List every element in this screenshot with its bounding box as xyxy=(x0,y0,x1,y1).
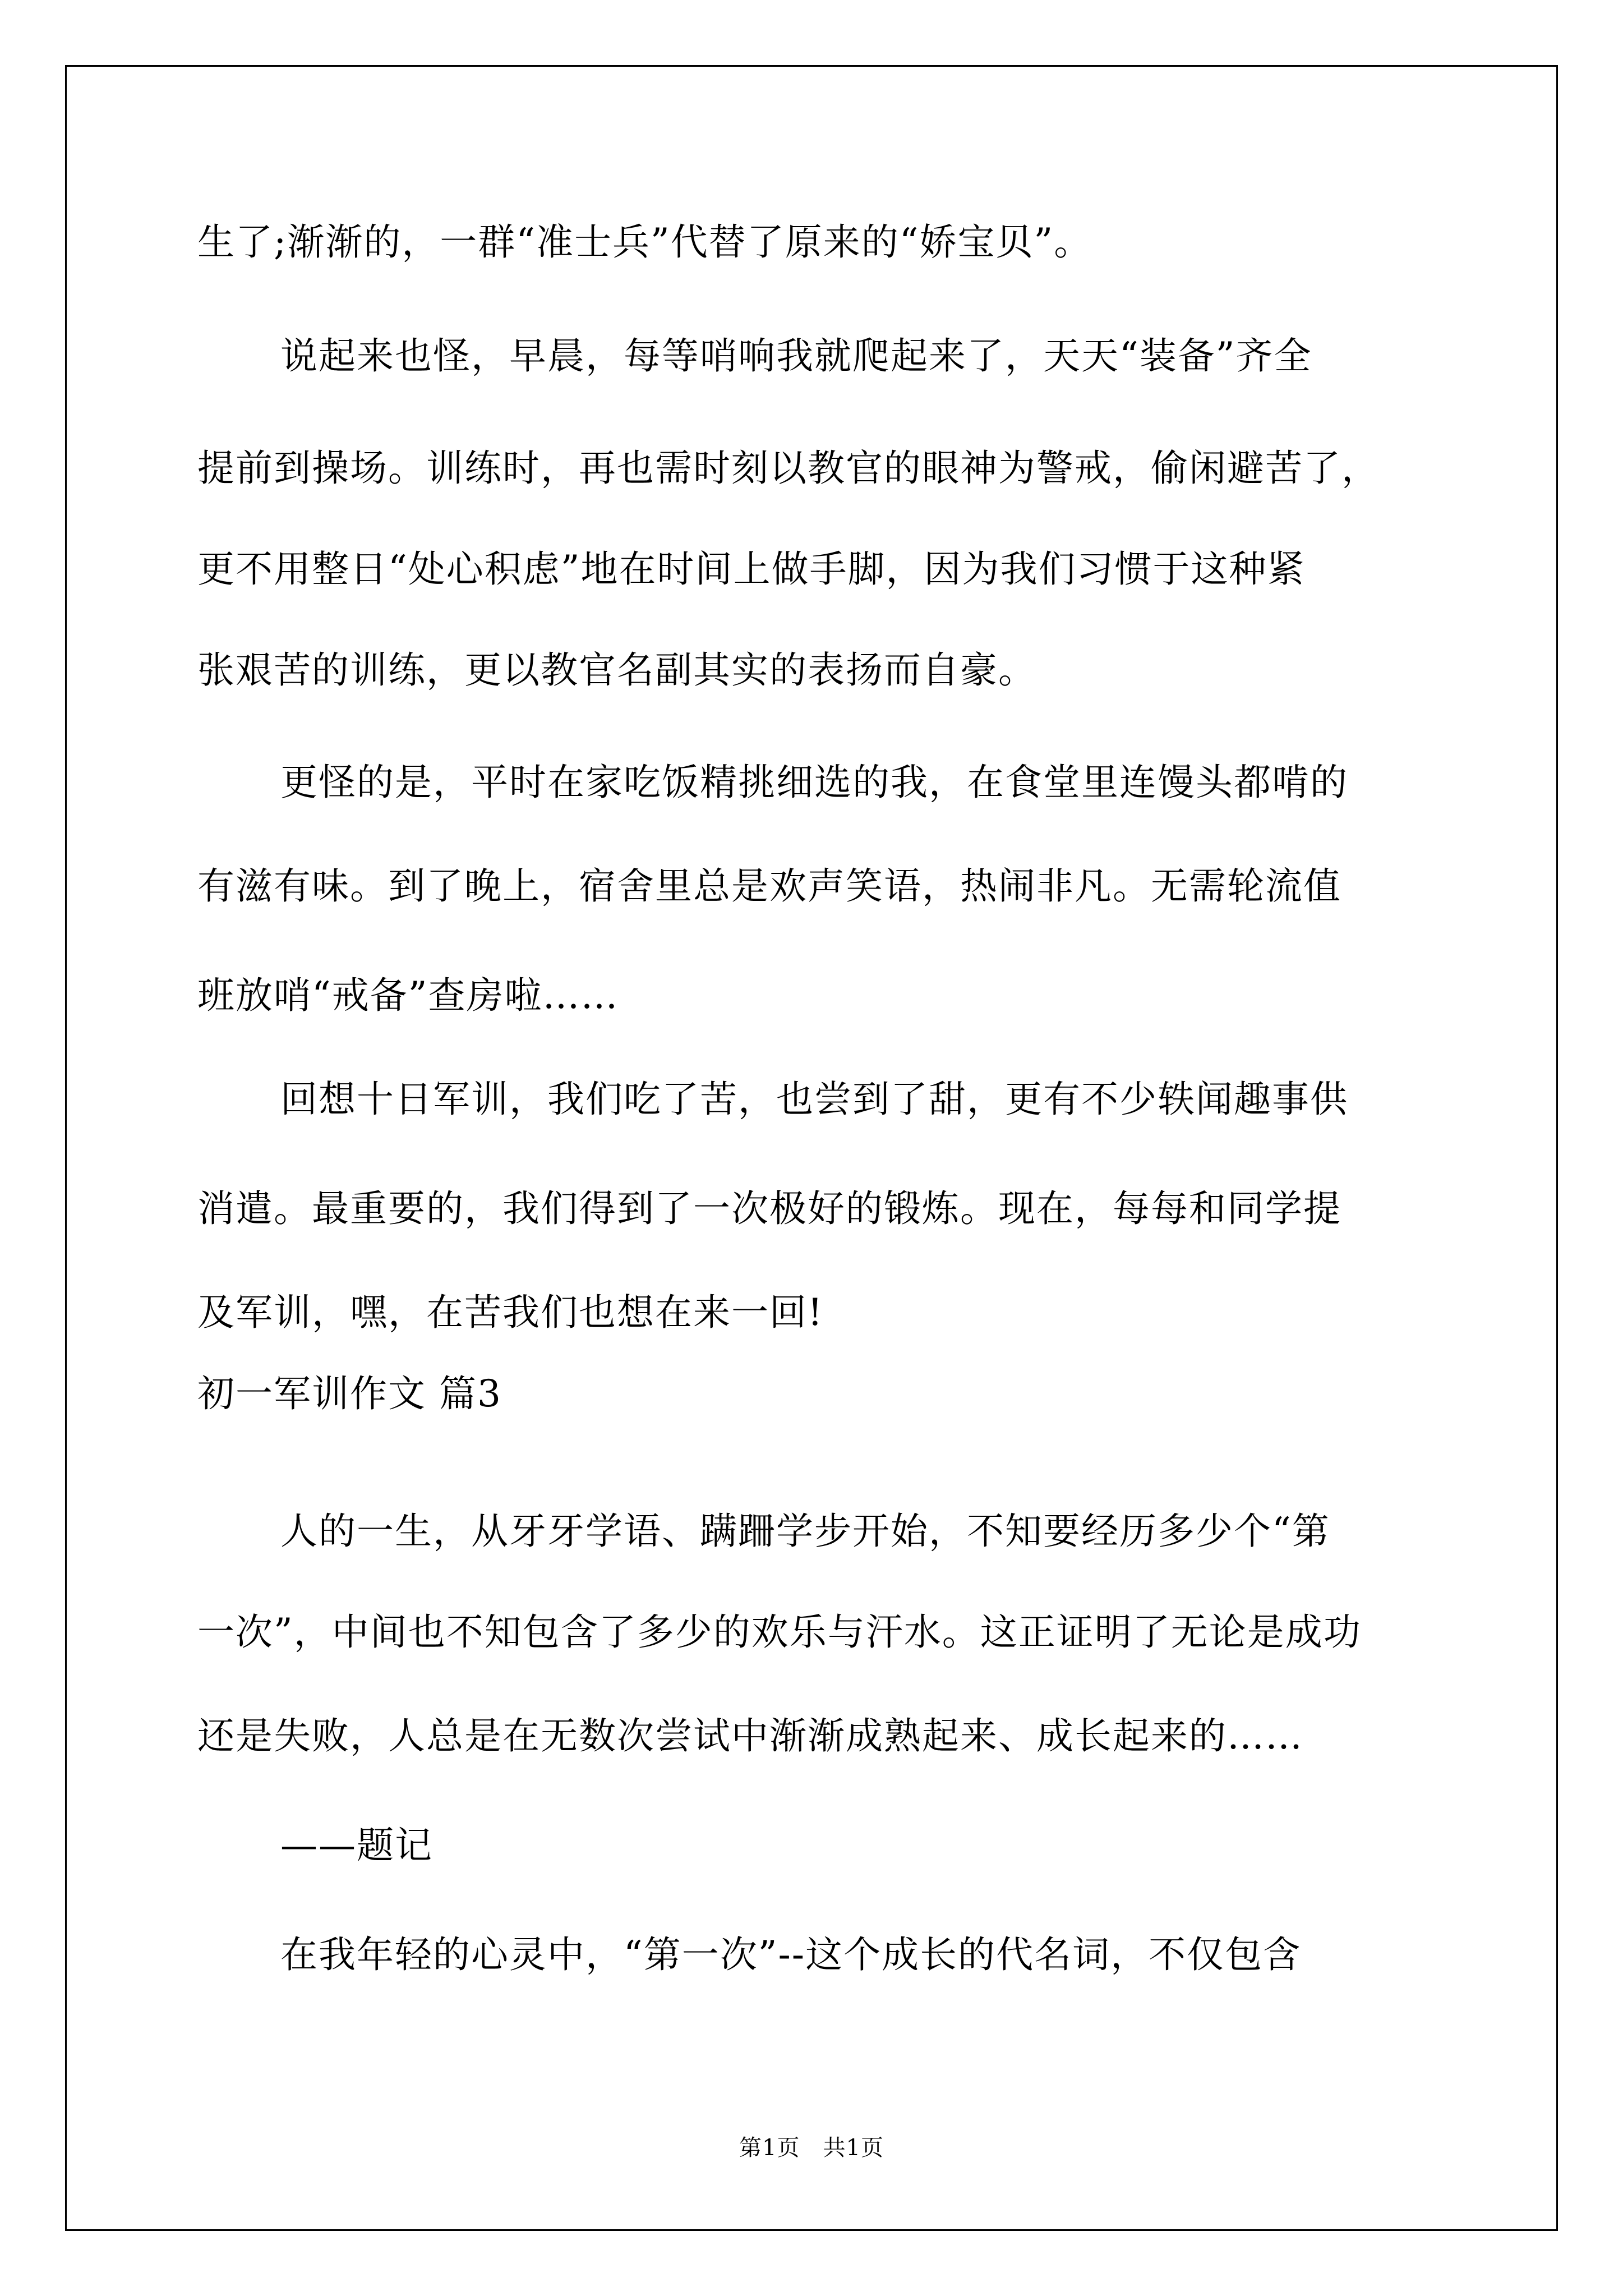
text-line: 及军训，嘿，在苦我们也想在来一回! xyxy=(197,1291,824,1334)
text-line: 班放哨“戒备”查房啦…… xyxy=(197,974,619,1017)
text-line: 更不用整日“处心积虑”地在时间上做手脚，因为我们习惯于这种紧 xyxy=(197,547,1306,591)
text-line: 生了;渐渐的，一群“准士兵”代替了原来的“娇宝贝”。 xyxy=(197,220,1092,264)
paragraph-line: 人的一生，从牙牙学语、蹒跚学步开始，不知要经历多少个“第 xyxy=(280,1510,1330,1553)
text-line: 有滋有味。到了晚上，宿舍里总是欢声笑语，热闹非凡。无需轮流值 xyxy=(197,864,1341,908)
page-border xyxy=(65,65,1558,2231)
text-line: 消遣。最重要的，我们得到了一次极好的锻炼。现在，每每和同学提 xyxy=(197,1187,1341,1230)
paragraph-line: 更怪的是，平时在家吃饭精挑细选的我，在食堂里连馒头都啃的 xyxy=(280,761,1348,804)
paragraph-line: 回想十日军训，我们吃了苦，也尝到了甜，更有不少轶闻趣事供 xyxy=(280,1078,1348,1121)
paragraph-line: 在我年轻的心灵中，“第一次”--这个成长的代名词，不仅包含 xyxy=(280,1933,1302,1976)
text-line: 张艰苦的训练，更以教官名副其实的表扬而自豪。 xyxy=(197,648,1036,692)
text-line: 一次”，中间也不知包含了多少的欢乐与汗水。这正证明了无论是成功 xyxy=(197,1611,1362,1654)
page-number: 第1页 共1页 xyxy=(739,2135,884,2161)
section-heading: 初一军训作文 篇3 xyxy=(197,1372,502,1415)
text-line: 还是失败，人总是在无数次尝试中渐渐成熟起来、成长起来的…… xyxy=(197,1714,1303,1757)
paragraph-line: 说起来也怪，早晨，每等哨响我就爬起来了，天天“装备”齐全 xyxy=(280,334,1312,378)
epigraph-note: ——题记 xyxy=(280,1824,433,1867)
text-line: 提前到操场。训练时，再也需时刻以教官的眼神为警戒，偷闲避苦了， xyxy=(197,447,1380,490)
